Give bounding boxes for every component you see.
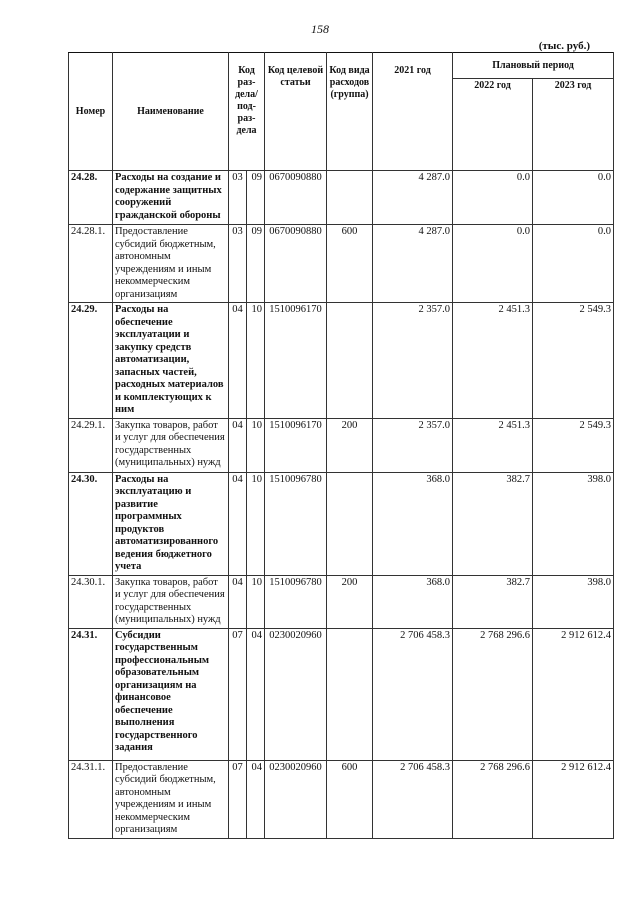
row-amount-2023: 398.0 [533,472,614,575]
header-planned: Плановый период [453,53,614,79]
row-amount-2023: 2 912 612.4 [533,760,614,838]
units-label: (тыс. руб.) [538,40,590,52]
row-section: 07 [229,760,247,838]
row-name: Субсидии государственным профессиональным образовательным организациям на финансовое обеспечение выполнения государственного задания [113,628,229,760]
row-amount-2021: 2 357.0 [373,418,453,472]
header-target: Код целевой статьи [265,53,327,171]
row-section: 03 [229,171,247,225]
row-amount-2023: 398.0 [533,575,614,628]
row-amount-2021: 2 706 458.3 [373,628,453,760]
row-target-code: 1510096170 [265,303,327,419]
row-subsection: 10 [247,418,265,472]
row-target-code: 0230020960 [265,760,327,838]
row-amount-2022: 2 768 296.6 [453,760,533,838]
row-expense-type [327,171,373,225]
row-name: Расходы на создание и содержание защитных сооружений гражданской обороны [113,171,229,225]
row-name: Расходы на обеспечение эксплуатации и закупку средств автоматизации, запасных частей, расходных материалов и комплектующих к ним [113,303,229,419]
table-row [69,171,614,225]
row-target-code: 0230020960 [265,628,327,760]
row-subsection: 10 [247,472,265,575]
table-row [69,760,614,838]
table-row [69,303,614,419]
row-target-code: 1510096780 [265,472,327,575]
row-section: 07 [229,628,247,760]
row-subsection: 04 [247,760,265,838]
header-year2: 2022 год [453,79,533,171]
row-amount-2022: 382.7 [453,472,533,575]
row-expense-type: 600 [327,225,373,303]
row-subsection: 04 [247,628,265,760]
row-amount-2023: 0.0 [533,225,614,303]
row-subsection: 10 [247,575,265,628]
row-target-code: 0670090880 [265,171,327,225]
header-name: Наименование [113,53,229,171]
table-row [69,628,614,760]
row-expense-type: 200 [327,418,373,472]
row-amount-2021: 368.0 [373,575,453,628]
row-name: Предоставление субсидий бюджетным, автономным учреждениям и иным некоммерческим организациям [113,760,229,838]
row-name: Расходы на эксплуатацию и развитие программных продуктов автоматизированного ведения бюджетного учета [113,472,229,575]
page-number: 158 [311,22,329,36]
header-number: Номер [69,53,113,171]
row-name: Предоставление субсидий бюджетным, автономным учреждениям и иным некоммерческим организациям [113,225,229,303]
row-name: Закупка товаров, работ и услуг для обеспечения государственных (муниципальных) нужд [113,575,229,628]
row-target-code: 1510096780 [265,575,327,628]
header-year1: 2021 год [373,53,453,171]
row-expense-type [327,628,373,760]
row-section: 04 [229,303,247,419]
row-target-code: 0670090880 [265,225,327,303]
table-row [69,472,614,575]
row-number: 24.31.1. [69,760,113,838]
row-number: 24.30. [69,472,113,575]
row-section: 04 [229,472,247,575]
header-year3: 2023 год [533,79,614,171]
row-amount-2023: 0.0 [533,171,614,225]
row-amount-2021: 368.0 [373,472,453,575]
table-row [69,225,614,303]
row-amount-2022: 382.7 [453,575,533,628]
row-amount-2022: 2 451.3 [453,418,533,472]
table-row [69,575,614,628]
row-amount-2021: 2 357.0 [373,303,453,419]
row-number: 24.28. [69,171,113,225]
row-number: 24.28.1. [69,225,113,303]
row-subsection: 09 [247,225,265,303]
row-section: 04 [229,575,247,628]
row-section: 04 [229,418,247,472]
row-amount-2022: 0.0 [453,225,533,303]
row-number: 24.30.1. [69,575,113,628]
row-section: 03 [229,225,247,303]
row-expense-type: 600 [327,760,373,838]
row-expense-type: 200 [327,575,373,628]
row-target-code: 1510096170 [265,418,327,472]
row-amount-2021: 4 287.0 [373,171,453,225]
table-row [69,418,614,472]
row-subsection: 10 [247,303,265,419]
row-amount-2023: 2 549.3 [533,418,614,472]
row-amount-2023: 2 549.3 [533,303,614,419]
row-amount-2021: 2 706 458.3 [373,760,453,838]
row-amount-2022: 0.0 [453,171,533,225]
row-expense-type [327,472,373,575]
row-amount-2022: 2 768 296.6 [453,628,533,760]
row-subsection: 09 [247,171,265,225]
header-section: Код раз-дела/ под-раз-дела [229,53,265,171]
budget-table [68,52,614,839]
row-expense-type [327,303,373,419]
row-number: 24.31. [69,628,113,760]
row-number: 24.29.1. [69,418,113,472]
table-body [69,171,614,839]
row-amount-2021: 4 287.0 [373,225,453,303]
header-expense-type: Код вида расходов (группа) [327,53,373,171]
row-amount-2022: 2 451.3 [453,303,533,419]
row-amount-2023: 2 912 612.4 [533,628,614,760]
row-number: 24.29. [69,303,113,419]
row-name: Закупка товаров, работ и услуг для обеспечения государственных (муниципальных) нужд [113,418,229,472]
